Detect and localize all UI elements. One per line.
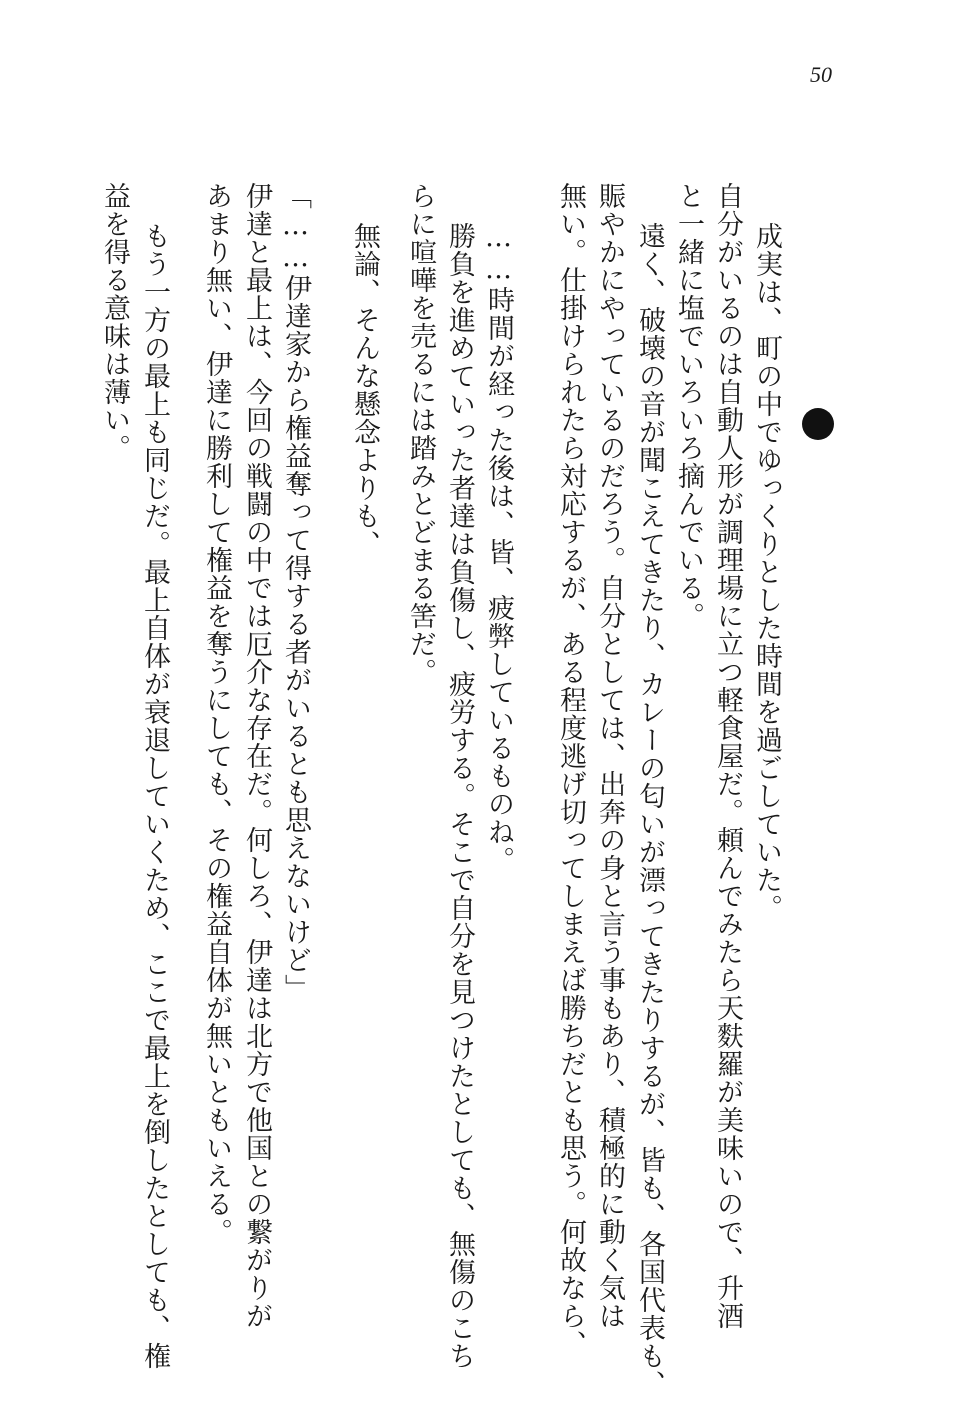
text-line: 自分がいるのは自動人形が調理場に立つ軽食屋だ。頼んでみたら天麩羅が美味いので、升酒 [712,182,743,1330]
text-line: 遠く、破壊の音が聞こえてきたり、カレーの匂いが漂ってきたりするが、皆も、各国代表も、 [634,222,665,1398]
text-line: 無論、そんな懸念よりも、 [349,222,380,558]
text-line: らに喧嘩を売るには踏みとどまる筈だ。 [405,182,436,686]
text-line: 益を得る意味は薄い。 [99,182,130,462]
text-line: 賑やかにやっているのだろう。自分としては、出奔の身と言う事もあり、積極的に動く気は [594,182,625,1330]
text-line: 無い。仕掛けられたら対応するが、ある程度逃げ切ってしまえば勝ちだとも思う。何故なら、 [555,182,586,1358]
text-line: ……時間が経った後は、皆、疲弊しているものね。 [483,222,514,874]
text-line: 伊達と最上は、今回の戦闘の中では厄介な存在だ。何しろ、伊達は北方で他国との繋がりが [241,182,272,1330]
text-line: あまり無い、伊達に勝利して権益を奪うにしても、その権益自体が無いともいえる。 [201,182,232,1246]
page-number: 50 [810,62,832,87]
section-bullet-icon [802,408,834,440]
text-line: と一緒に塩でいろいろ摘んでいる。 [673,182,704,630]
text-line: 勝負を進めていった者達は負傷し、疲労する。そこで自分を見つけたとしても、無傷のこち [444,222,475,1370]
text-line: 成実は、町の中でゆっくりとした時間を過ごしていた。 [751,222,782,922]
text-line: もう一方の最上も同じだ。最上自体が衰退していくため、ここで最上を倒したとしても、権 [139,222,170,1370]
text-line: 「……伊達家から権益奪って得する者がいるとも思えないけど」 [280,182,311,1002]
